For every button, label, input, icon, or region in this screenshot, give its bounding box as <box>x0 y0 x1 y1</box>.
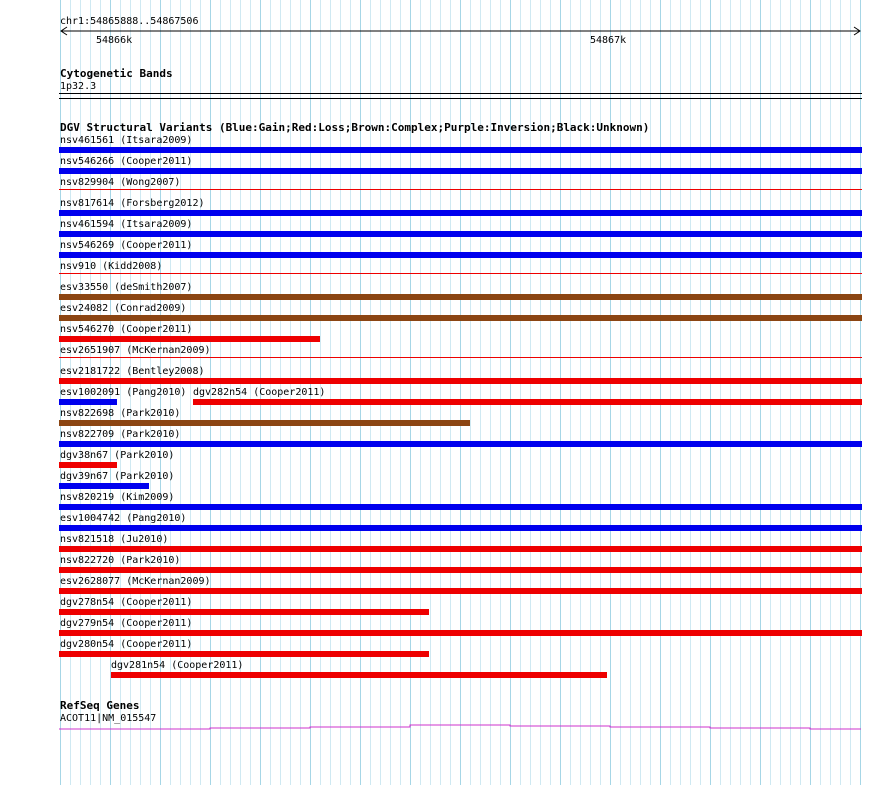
variant-bar-gain[interactable] <box>59 231 862 237</box>
variant-label[interactable]: nsv910 (Kidd2008) <box>60 261 163 272</box>
variant-bar-loss[interactable] <box>59 336 320 342</box>
cytoband-line[interactable] <box>59 93 862 94</box>
variant-bar-loss[interactable] <box>59 588 862 594</box>
variant-label[interactable]: nsv546266 (Cooper2011) <box>60 156 193 167</box>
refseq-gene-model[interactable] <box>0 715 890 735</box>
variant-bar-loss[interactable] <box>59 189 862 190</box>
variant-bar-complex[interactable] <box>59 315 862 321</box>
variant-bar-gain[interactable] <box>59 168 862 174</box>
variant-label[interactable]: dgv280n54 (Cooper2011) <box>60 639 193 650</box>
ruler-tick-label: 54866k <box>96 35 133 46</box>
variant-bar-gain[interactable] <box>59 399 117 405</box>
variant-bar-gain[interactable] <box>59 210 862 216</box>
variant-bar-gain[interactable] <box>59 441 862 447</box>
variant-bar-gain[interactable] <box>59 483 149 489</box>
variant-bar-gain[interactable] <box>59 252 862 258</box>
variant-label[interactable]: esv33550 (deSmith2007) <box>60 282 193 293</box>
variant-bar-loss[interactable] <box>59 357 862 358</box>
variant-label[interactable]: esv24082 (Conrad2009) <box>60 303 187 314</box>
position-label: chr1:54865888..54867506 <box>60 16 199 27</box>
variant-label[interactable]: dgv38n67 (Park2010) <box>60 450 175 461</box>
variant-label[interactable]: nsv822720 (Park2010) <box>60 555 181 566</box>
variant-bar-loss[interactable] <box>193 399 862 405</box>
variant-label[interactable]: nsv829904 (Wong2007) <box>60 177 181 188</box>
variant-bar-gain[interactable] <box>59 147 862 153</box>
variant-label[interactable]: esv2628077 (McKernan2009) <box>60 576 211 587</box>
ruler-tick-label: 54867k <box>590 35 627 46</box>
variant-label[interactable]: dgv39n67 (Park2010) <box>60 471 175 482</box>
variant-label[interactable]: nsv821518 (Ju2010) <box>60 534 169 545</box>
variant-label[interactable]: dgv279n54 (Cooper2011) <box>60 618 193 629</box>
variant-label[interactable]: nsv822709 (Park2010) <box>60 429 181 440</box>
refseq-gene-label: ACOT11|NM_015547 <box>60 713 157 724</box>
variant-bar-loss[interactable] <box>59 651 429 657</box>
cytoband-label: 1p32.3 <box>60 81 97 92</box>
variant-label[interactable]: esv1002091 (Pang2010) <box>60 387 187 398</box>
variant-label[interactable]: nsv817614 (Forsberg2012) <box>60 198 205 209</box>
variant-bar-loss[interactable] <box>59 273 862 274</box>
variant-bar-loss[interactable] <box>59 630 862 636</box>
cytoband-line[interactable] <box>59 98 862 99</box>
variant-bar-complex[interactable] <box>59 420 470 426</box>
variant-label[interactable]: nsv461594 (Itsara2009) <box>60 219 193 230</box>
refseq-track-title: RefSeq Genes <box>60 699 140 712</box>
variant-bar-loss[interactable] <box>111 672 607 678</box>
variant-label[interactable]: nsv546269 (Cooper2011) <box>60 240 193 251</box>
variant-bar-loss[interactable] <box>59 462 117 468</box>
variant-label[interactable]: esv1004742 (Pang2010) <box>60 513 187 524</box>
variant-bar-loss[interactable] <box>59 378 862 384</box>
variant-label[interactable]: esv2651907 (McKernan2009) <box>60 345 211 356</box>
variant-label[interactable]: nsv546270 (Cooper2011) <box>60 324 193 335</box>
dgv-track-title: DGV Structural Variants (Blue:Gain;Red:Loss;Brown:Complex;Purple:Inversion;Black:Unknown) <box>60 121 650 134</box>
variant-bar-complex[interactable] <box>59 294 862 300</box>
cytoband-track-title: Cytogenetic Bands <box>60 67 173 80</box>
ruler <box>0 0 890 50</box>
variant-bar-loss[interactable] <box>59 609 429 615</box>
variant-bar-loss[interactable] <box>59 567 862 573</box>
variant-label[interactable]: dgv281n54 (Cooper2011) <box>111 660 244 671</box>
variant-bar-loss[interactable] <box>59 546 862 552</box>
variant-label[interactable]: nsv820219 (Kim2009) <box>60 492 175 503</box>
variant-bar-gain[interactable] <box>59 504 862 510</box>
variant-label[interactable]: dgv278n54 (Cooper2011) <box>60 597 193 608</box>
variant-label[interactable]: esv2181722 (Bentley2008) <box>60 366 205 377</box>
variant-label[interactable]: nsv822698 (Park2010) <box>60 408 181 419</box>
variant-label[interactable]: nsv461561 (Itsara2009) <box>60 135 193 146</box>
variant-label[interactable]: dgv282n54 (Cooper2011) <box>193 387 326 398</box>
variant-bar-gain[interactable] <box>59 525 862 531</box>
